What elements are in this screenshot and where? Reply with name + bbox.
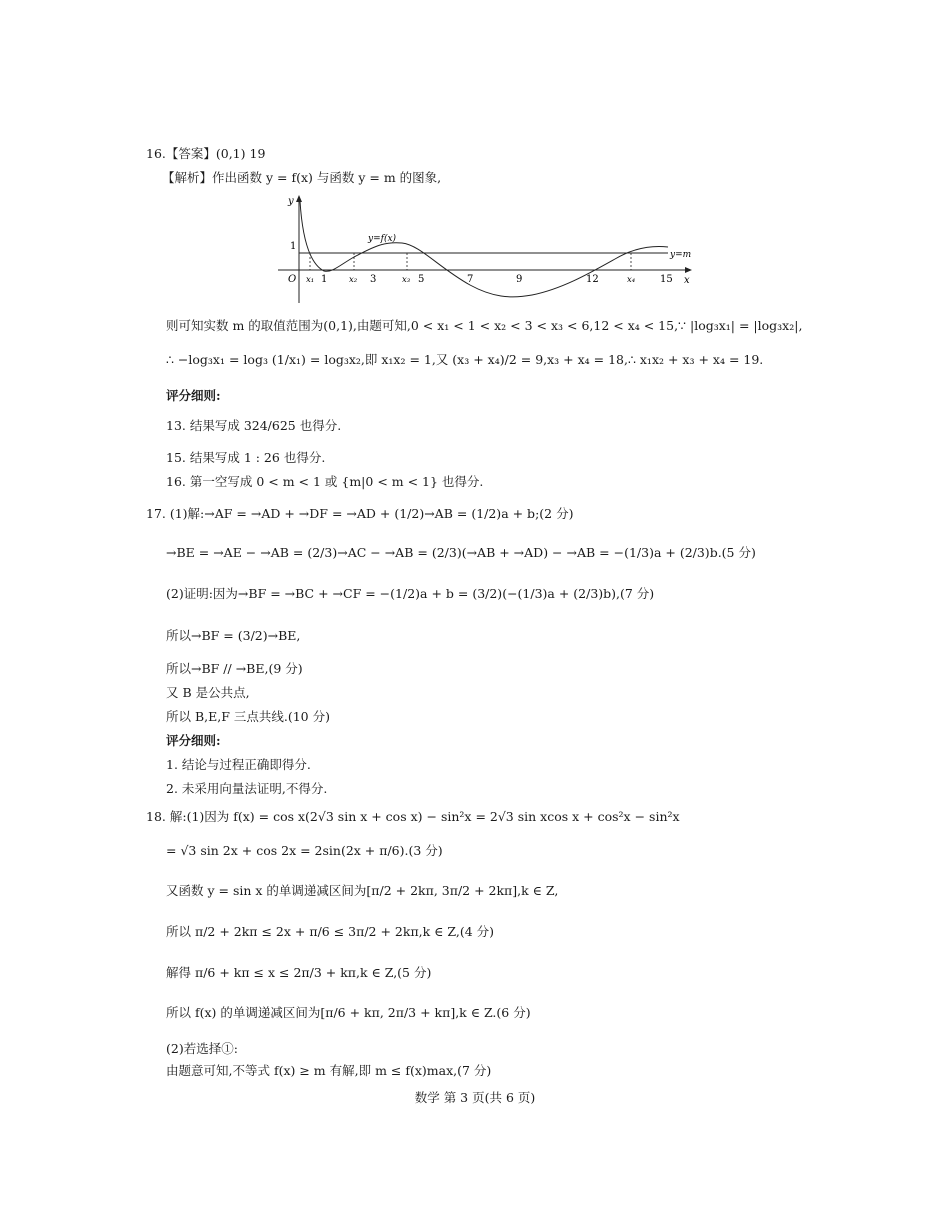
q17-line: 所以→BF // →BE,(9 分) [166, 661, 303, 676]
scoring1-item: 13. 结果写成 324/625 也得分. [166, 418, 342, 433]
scoring2-heading: 评分细则: [166, 733, 221, 748]
y-tick-1: 1 [290, 241, 297, 252]
origin-label: O [288, 274, 297, 285]
q18-line: (2)若选择①: [166, 1041, 238, 1056]
q16-title: 16.【答案】(0,1) 19 [146, 146, 266, 161]
tick-3: 3 [370, 274, 377, 285]
tick-15: 15 [660, 274, 673, 285]
y-axis-arrow [296, 195, 302, 202]
q18-line: 所以 π/2 + 2kπ ≤ 2x + π/6 ≤ 3π/2 + 2kπ,k ∈ Z,(4 分) [166, 924, 495, 939]
q17-line: 所以 B,E,F 三点共线.(10 分) [166, 709, 330, 724]
tick-1: 1 [321, 274, 328, 285]
q18-line: 解得 π/6 + kπ ≤ x ≤ 2π/3 + kπ,k ∈ Z,(5 分) [166, 965, 432, 980]
q18-line: 18. 解:(1)因为 f(x) = cos x(2√3 sin x + cos x) − sin²x = 2√3 sin xcos x + cos²x − sin²x [146, 809, 680, 824]
q17-line: 所以→BF = (3/2)→BE, [166, 628, 301, 643]
q16-line2: ∴ −log₃x₁ = log₃ (1/x₁) = log₃x₂,即 x₁x₂ = 1,又 (x₃ + x₄)/2 = 9,x₃ + x₄ = 18,∴ x₁x₂ + x₃ + x₄ = 19. [166, 352, 764, 367]
tick-9: 9 [516, 274, 523, 285]
scoring1-item: 15. 结果写成 1 : 26 也得分. [166, 450, 326, 465]
function-graph [270, 193, 700, 308]
scoring2-item: 1. 结论与过程正确即得分. [166, 757, 311, 772]
q18-line: 所以 f(x) 的单调递减区间为[π/6 + kπ, 2π/3 + kπ],k ∈ Z.(6 分) [166, 1005, 531, 1020]
q18-line: 又函数 y = sin x 的单调递减区间为[π/2 + 2kπ, 3π/2 + 2kπ],k ∈ Z, [166, 883, 559, 898]
q17-line: →BE = →AE − →AB = (2/3)→AC − →AB = (2/3)(→AB + →AD) − →AB = −(1/3)a + (2/3)b.(5 分) [166, 545, 756, 560]
q18-line: = √3 sin 2x + cos 2x = 2sin(2x + π/6).(3 分) [166, 843, 443, 858]
scoring1-item: 16. 第一空写成 0 < m < 1 或 {m|0 < m < 1} 也得分. [166, 474, 484, 489]
tick-12: 12 [586, 274, 599, 285]
x-axis-label: x [684, 275, 690, 286]
q17-line: (2)证明:因为→BF = →BC + →CF = −(1/2)a + b = (3/2)(−(1/3)a + (2/3)b),(7 分) [166, 586, 655, 601]
q18-line: 由题意可知,不等式 f(x) ≥ m 有解,即 m ≤ f(x)max,(7 分) [166, 1063, 492, 1078]
tick-5: 5 [418, 274, 425, 285]
tick-x3: x₃ [402, 275, 411, 285]
curve-label: y=f(x) [368, 234, 397, 244]
q17-line: 又 B 是公共点, [166, 685, 250, 700]
page-footer: 数学 第 3 页(共 6 页) [414, 1090, 536, 1105]
tick-x4: x₄ [627, 275, 636, 285]
tick-x2: x₂ [349, 275, 358, 285]
q16-analysis-intro: 【解析】作出函数 y = f(x) 与函数 y = m 的图象, [162, 170, 442, 185]
y-axis-label: y [288, 196, 294, 207]
q17-line: 17. (1)解:→AF = →AD + →DF = →AD + (1/2)→AB = (1/2)a + b;(2 分) [146, 506, 574, 521]
tick-x1: x₁ [306, 275, 315, 285]
x-axis-arrow [685, 267, 692, 273]
scoring1-heading: 评分细则: [166, 388, 221, 403]
q16-line1: 则可知实数 m 的取值范围为(0,1),由题可知,0 < x₁ < 1 < x₂ < 3 < x₃ < 6,12 < x₄ < 15,∵ |log₃x₁| = |log₃x₂|, [166, 318, 803, 333]
scoring2-item: 2. 未采用向量法证明,不得分. [166, 781, 328, 796]
line-label: y=m [670, 250, 692, 260]
tick-7: 7 [467, 274, 474, 285]
